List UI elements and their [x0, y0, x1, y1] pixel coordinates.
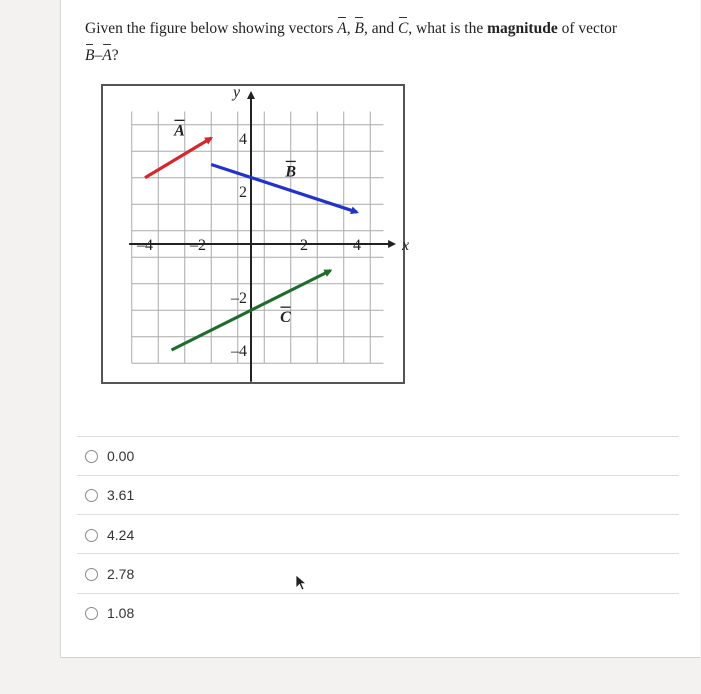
radio-button[interactable] — [85, 450, 98, 463]
question-mid: , what is the — [408, 20, 488, 37]
option-label: 1.08 — [107, 605, 135, 621]
question-suffix: of vector — [557, 20, 618, 37]
vector-b-symbol: B — [354, 14, 363, 41]
option-1[interactable] — [85, 445, 134, 467]
option-4[interactable] — [85, 563, 134, 585]
radio-button[interactable] — [85, 529, 98, 542]
radio-button[interactable] — [85, 607, 98, 620]
vector-a-symbol: A — [337, 14, 346, 41]
option-2[interactable] — [85, 484, 134, 506]
x-axis-label: x — [402, 237, 410, 254]
question-card — [60, 0, 700, 658]
x-tick-label: –4 — [137, 237, 153, 254]
option-label: 0.00 — [107, 448, 135, 464]
option-5[interactable] — [85, 602, 134, 624]
expr-a-symbol: A — [102, 41, 111, 68]
option-label: 3.61 — [107, 487, 135, 503]
option-divider — [77, 436, 679, 437]
y-tick-label: 2 — [239, 184, 247, 201]
vector-b-label: B — [285, 163, 297, 181]
option-label: 2.78 — [107, 566, 135, 582]
option-divider — [77, 593, 679, 594]
y-tick-label: –2 — [231, 290, 247, 307]
vector-a — [145, 138, 211, 178]
y-axis-label: y — [233, 83, 241, 101]
question-text — [85, 14, 685, 68]
x-tick-label: –2 — [190, 237, 206, 254]
vector-a-label: A — [174, 122, 185, 140]
expr-minus: – — [94, 47, 103, 64]
option-label: 4.24 — [107, 527, 135, 543]
question-prefix: Given the figure below showing vectors — [85, 20, 338, 37]
vector-figure — [101, 83, 410, 384]
x-tick-label: 4 — [353, 237, 361, 254]
question-sep: , and — [363, 20, 398, 37]
option-divider — [77, 475, 679, 476]
option-3[interactable] — [85, 524, 134, 546]
option-divider — [77, 514, 679, 515]
y-tick-label: 4 — [239, 131, 247, 148]
y-tick-label: –4 — [231, 343, 247, 360]
vector-b — [211, 165, 357, 213]
question-bold: magnitude — [487, 20, 558, 37]
vector-c-symbol: C — [398, 14, 408, 41]
expr-b-symbol: B — [85, 41, 94, 68]
question-end: ? — [111, 47, 119, 64]
vector-graph — [103, 83, 410, 382]
question-sep: , — [346, 20, 355, 37]
option-divider — [77, 553, 679, 554]
radio-button[interactable] — [85, 568, 98, 581]
x-tick-label: 2 — [300, 237, 308, 254]
vector-c-label: C — [280, 309, 291, 327]
radio-button[interactable] — [85, 489, 98, 502]
mouse-cursor-icon — [295, 574, 309, 592]
